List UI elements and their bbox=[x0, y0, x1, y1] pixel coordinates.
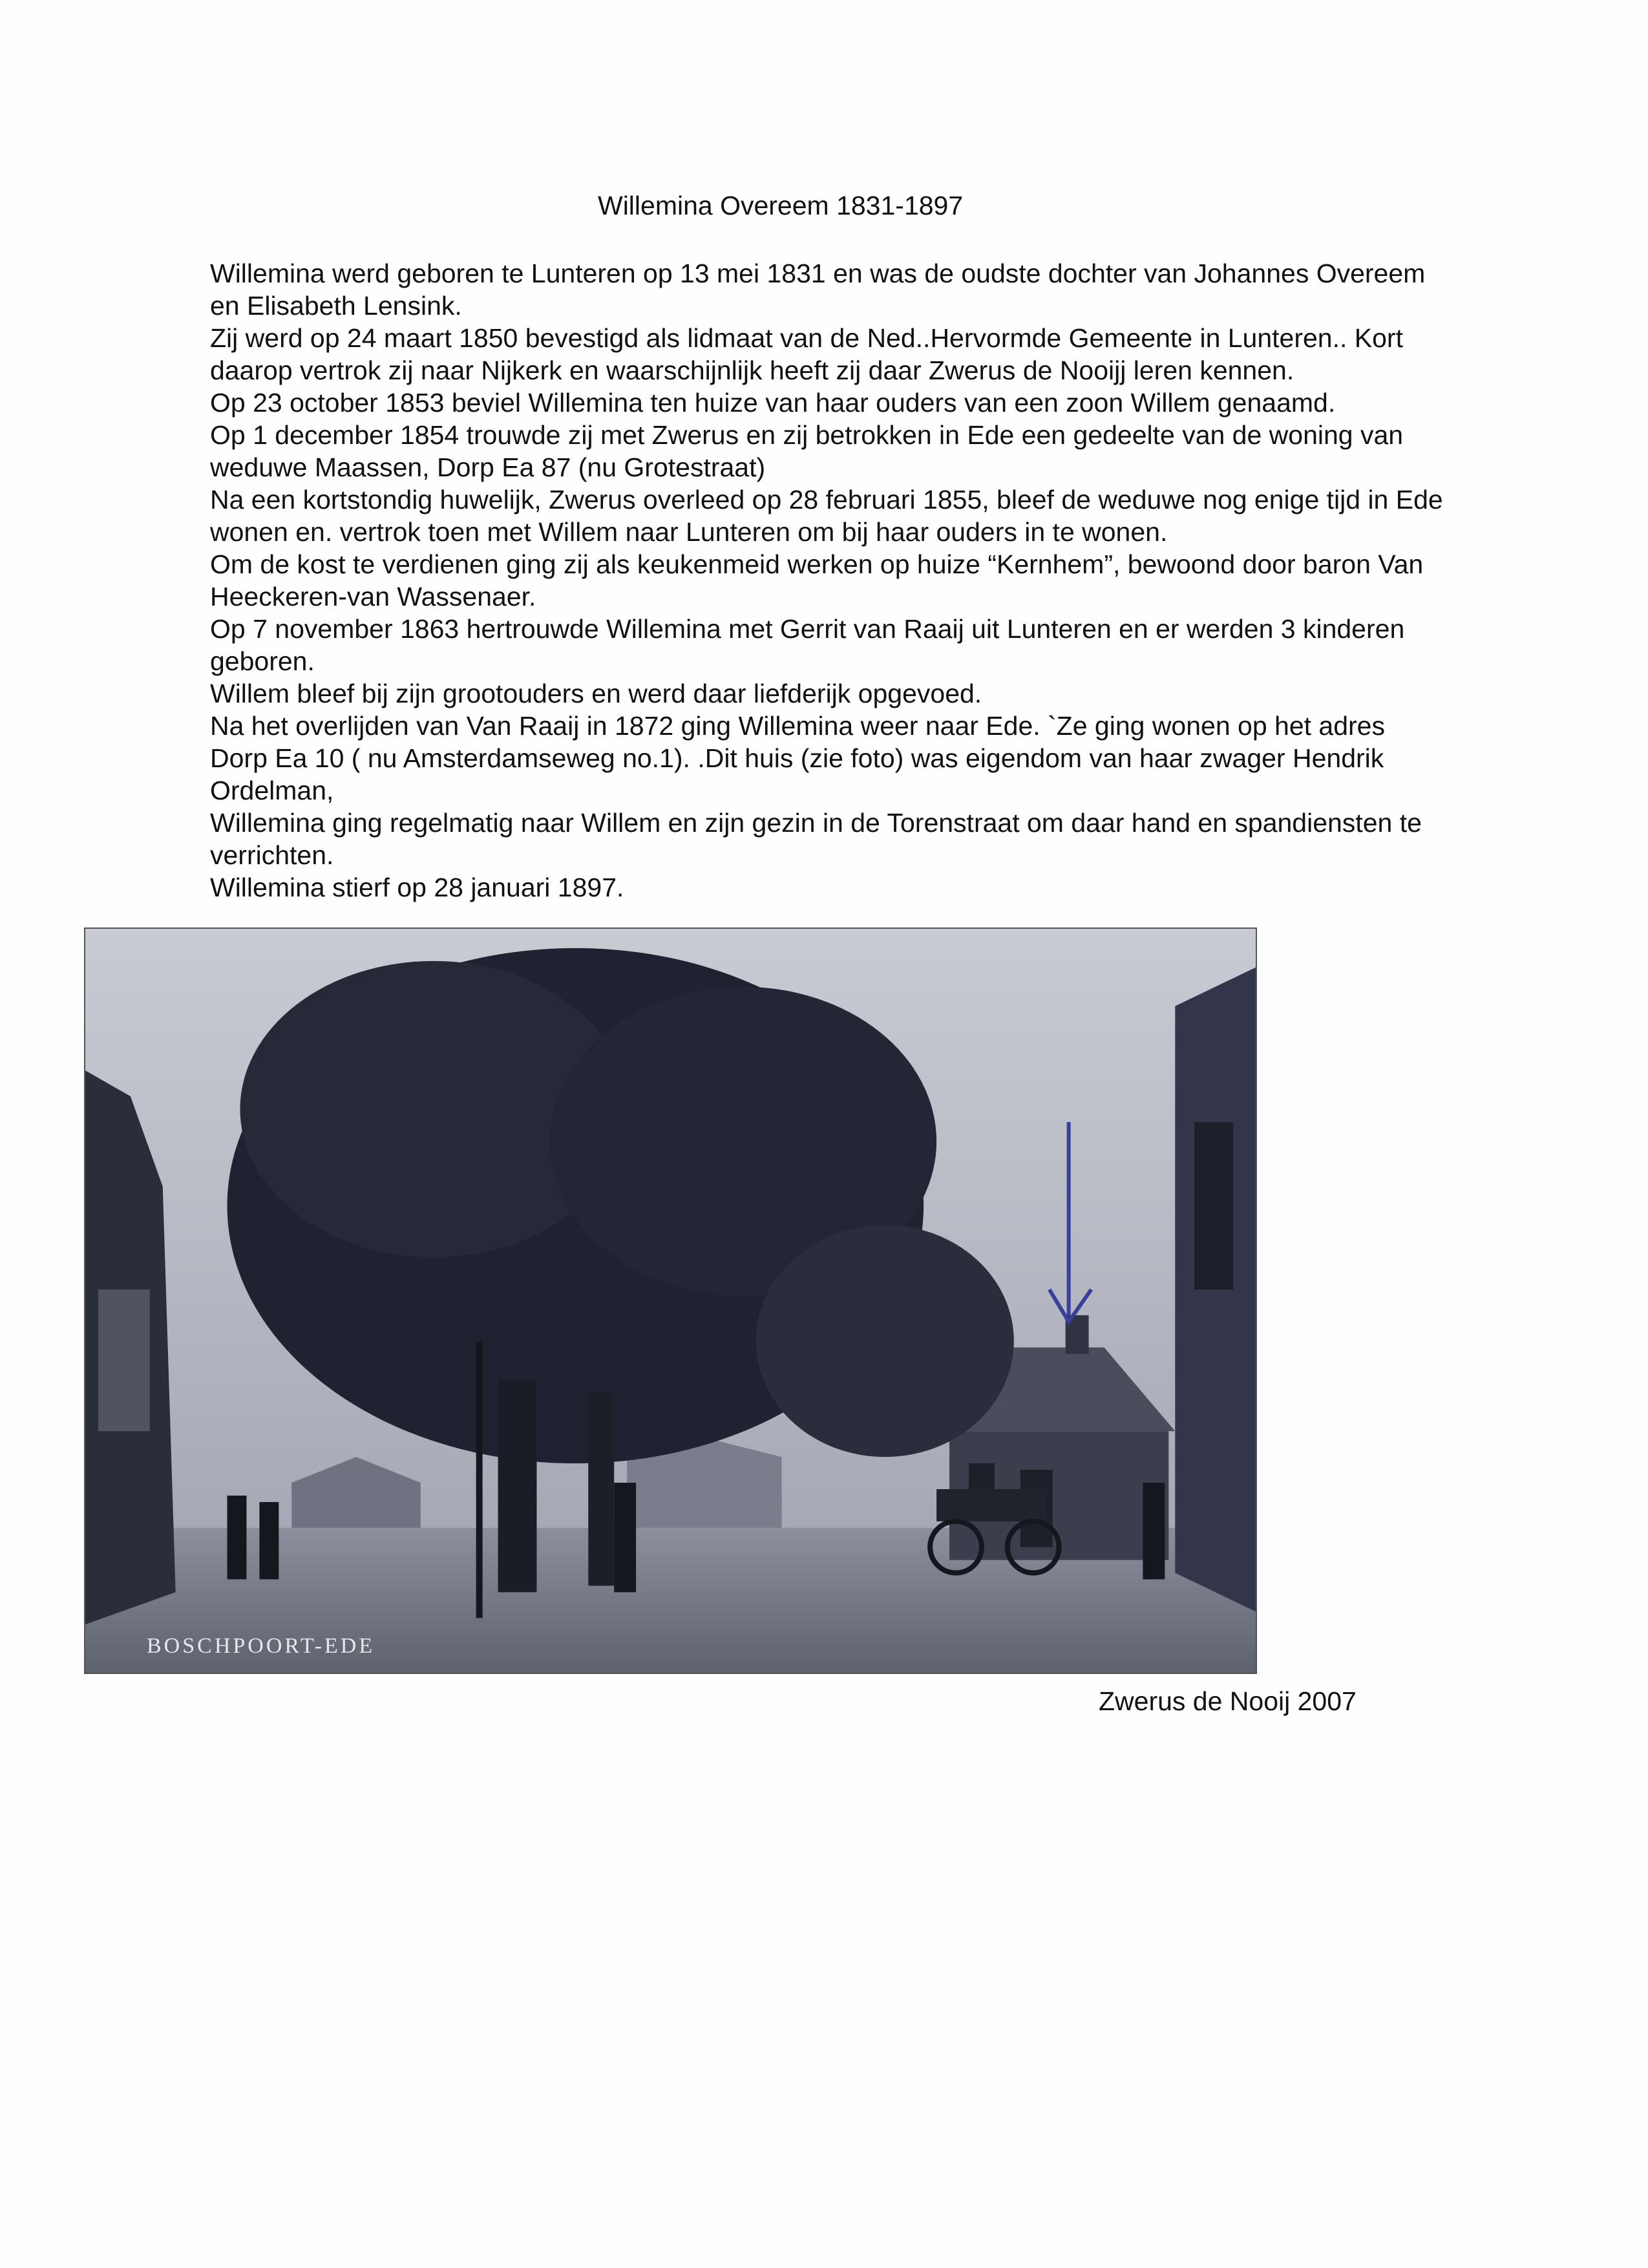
body-line: Dorp Ea 10 ( nu Amsterdamseweg no.1). .Dit huis (zie foto) was eigendom van haar zwager Hendrik bbox=[210, 743, 1384, 773]
body-line: Om de kost te verdienen ging zij als keukenmeid werken op huize “Kernhem”, bewoond door baron Van bbox=[210, 549, 1424, 579]
document-title: Willemina Overeem 1831-1897 bbox=[598, 191, 964, 220]
photo-caption: BOSCHPOORT-EDE bbox=[147, 1634, 375, 1658]
body-line: weduwe Maassen, Dorp Ea 87 (nu Grotestraat) bbox=[210, 452, 766, 482]
right-building bbox=[1175, 968, 1256, 1612]
body-line: Op 1 december 1854 trouwde zij met Zwerus en zij betrokken in Ede een gedeelte van de woning van bbox=[210, 420, 1404, 450]
body-line: Willemina stierf op 28 januari 1897. bbox=[210, 873, 624, 902]
body-line: Op 7 november 1863 hertrouwde Willemina met Gerrit van Raaij uit Lunteren en er werden 3 kinderen bbox=[210, 614, 1405, 644]
person-figure bbox=[259, 1502, 279, 1580]
body-line: geboren. bbox=[210, 646, 315, 676]
body-line: Op 23 october 1853 beviel Willemina ten huize van haar ouders van een zoon Willem genaamd. bbox=[210, 388, 1336, 418]
person-figure bbox=[614, 1483, 636, 1592]
body-line: daarop vertrok zij naar Nijkerk en waarschijnlijk heeft zij daar Zwerus de Nooijj leren kennen. bbox=[210, 355, 1294, 385]
historic-street-photo bbox=[84, 927, 1257, 1674]
tree-canopy bbox=[756, 1225, 1014, 1457]
document-body bbox=[210, 257, 1503, 904]
body-line: Na een kortstondig huwelijk, Zwerus overleed op 28 februari 1855, bleef de weduwe nog enige tijd in Ede bbox=[210, 485, 1443, 514]
body-line: Heeckeren-van Wassenaer. bbox=[210, 582, 536, 611]
body-line: Zij werd op 24 maart 1850 bevestigd als lidmaat van de Ned..Hervormde Gemeente in Lunteren.. Kort bbox=[210, 323, 1403, 353]
body-line: en Elisabeth Lensink. bbox=[210, 291, 462, 321]
photo-illustration bbox=[85, 929, 1256, 1673]
body-line: Na het overlijden van Van Raaij in 1872 ging Willemina weer naar Ede. `Ze ging wonen op het adres bbox=[210, 711, 1385, 741]
body-line: Willemina werd geboren te Lunteren op 13 mei 1831 en was de oudste dochter van Johannes Overeem bbox=[210, 259, 1426, 288]
body-line: Willem bleef bij zijn grootouders en werd daar liefderijk opgevoed. bbox=[210, 679, 982, 708]
person-figure bbox=[227, 1496, 247, 1580]
lamp-post bbox=[476, 1341, 483, 1618]
person-figure bbox=[1143, 1483, 1165, 1579]
tree-trunk bbox=[498, 1380, 537, 1593]
author-signature: Zwerus de Nooij 2007 bbox=[1099, 1686, 1357, 1716]
right-building-window bbox=[1194, 1122, 1233, 1289]
left-building-window bbox=[98, 1289, 150, 1431]
body-line: wonen en. vertrok toen met Willem naar Lunteren om bij haar ouders in te wonen. bbox=[210, 517, 1168, 547]
tree-trunk bbox=[588, 1393, 614, 1586]
cart-body bbox=[936, 1489, 1046, 1521]
body-line: verrichten. bbox=[210, 840, 334, 870]
body-line: Ordelman, bbox=[210, 776, 334, 805]
body-line: Willemina ging regelmatig naar Willem en zijn gezin in de Torenstraat om daar hand en spandiensten te bbox=[210, 808, 1422, 838]
